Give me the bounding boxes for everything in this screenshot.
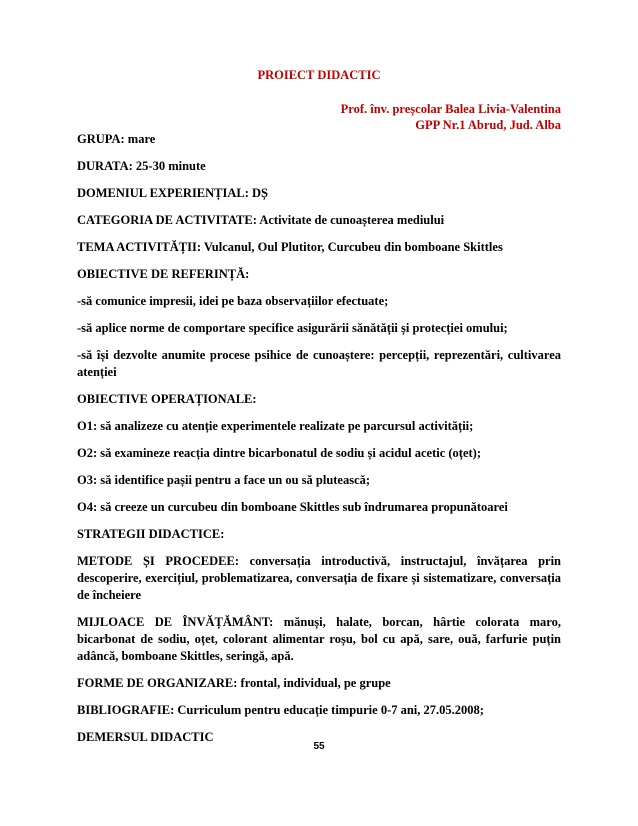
forme-line: FORME DE ORGANIZARE: frontal, individual, pe grupe <box>77 676 391 690</box>
document-body <box>77 131 561 756</box>
durata-line: DURATA: 25-30 minute <box>77 159 206 173</box>
categoria-line: CATEGORIA DE ACTIVITATE: Activitate de cunoașterea mediului <box>77 213 445 227</box>
author-block <box>341 101 561 133</box>
strategii-heading: STRATEGII DIDACTICE: <box>77 527 225 541</box>
grupa-line: GRUPA: mare <box>77 132 156 146</box>
page-number: 55 <box>313 741 325 752</box>
obiectiv-referinta-item: -să aplice norme de comportare specifice asigurării sănătății și protecției omului; <box>77 321 508 335</box>
metode-paragraph: METODE ȘI PROCEDEE: conversația introductivă, instructajul, învățarea prin descoperire, exercițiul, problematizarea, conversația de fixare și sistematizare, conversația de încheiere <box>77 554 561 602</box>
obiectiv-operational-item: O1: să analizeze cu atenție experimentele realizate pe parcursul activității; <box>77 419 474 433</box>
bibliografie-line: BIBLIOGRAFIE: Curriculum pentru educație timpurie 0-7 ani, 27.05.2008; <box>77 703 484 717</box>
obiective-referinta-heading: OBIECTIVE DE REFERINȚĂ: <box>77 267 250 281</box>
demersul-heading: DEMERSUL DIDACTIC <box>77 730 214 744</box>
mijloace-paragraph: MIJLOACE DE ÎNVĂȚĂMÂNT: mănuși, halate, borcan, hârtie colorata maro, bicarbonat de sodiu, oțet, colorant alimentar roșu, bol cu apă, sare, ouă, farfurie puțin adâncă, bomboane Skittles, seringă, apă. <box>77 615 561 663</box>
obiectiv-operational-item: O2: să examineze reacția dintre bicarbonatul de sodiu și acidul acetic (oțet); <box>77 446 481 460</box>
obiective-operationale-heading: OBIECTIVE OPERAȚIONALE: <box>77 392 257 406</box>
tema-line: TEMA ACTIVITĂȚII: Vulcanul, Oul Plutitor, Curcubeu din bomboane Skittles <box>77 240 503 254</box>
obiectiv-referinta-item: -să comunice impresii, idei pe baza observațiilor efectuate; <box>77 294 389 308</box>
obiectiv-referinta-item: -să își dezvolte anumite procese psihice de cunoaștere: percepții, reprezentări, cultivarea atenției <box>77 348 561 379</box>
author-name: Prof. înv. preșcolar Balea Livia-Valentina <box>340 102 561 116</box>
author-institution: GPP Nr.1 Abrud, Jud. Alba <box>415 118 561 132</box>
document-title: PROIECT DIDACTIC <box>257 68 381 82</box>
domeniul-line: DOMENIUL EXPERIENȚIAL: DȘ <box>77 186 269 200</box>
obiectiv-operational-item: O4: să creeze un curcubeu din bomboane Skittles sub îndrumarea propunătoarei <box>77 500 508 514</box>
obiectiv-operational-item: O3: să identifice pașii pentru a face un ou să plutească; <box>77 473 371 487</box>
